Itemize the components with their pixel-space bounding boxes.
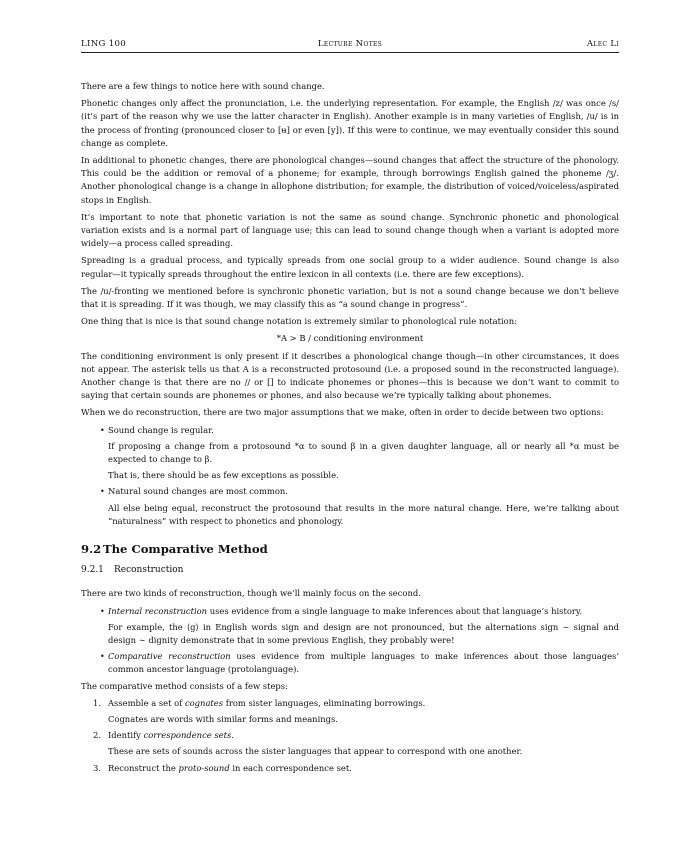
step-pre: Identify xyxy=(108,730,144,741)
method-steps xyxy=(81,697,619,775)
step-pre: Assemble a set of xyxy=(108,697,185,708)
page-body xyxy=(81,80,619,778)
list-item xyxy=(81,485,619,528)
paragraph: Phonetic changes only affect the pronunciation, i.e. the underlying representation. For example, the English /z/ was once /s/ (it’s part of the reason why we use the latter character in English). Another example is in many varieties of English, /u/ is in the process of fronting (pronounced closer to [ʉ] or even [y]). If this were to continue, we may eventually consider this sound change as complete. xyxy=(81,98,619,148)
sound-change-formula: *A > B / conditioning environment xyxy=(276,333,424,344)
step-text xyxy=(108,697,619,710)
term: Comparative reconstruction xyxy=(108,651,231,662)
kind-definition xyxy=(108,650,619,676)
section-title: The Comparative Method xyxy=(103,542,268,557)
term: Internal reconstruction xyxy=(108,605,208,616)
reconstruction-kinds-list xyxy=(81,605,619,677)
step-number: 3. xyxy=(93,762,101,773)
assumption-body: That is, there should be as few exceptions as possible. xyxy=(108,470,339,481)
paragraph: The comparative method consists of a few steps: xyxy=(81,680,288,691)
header-rule xyxy=(81,52,619,53)
subsection-title: Reconstruction xyxy=(114,565,184,576)
list-item xyxy=(81,605,619,648)
assumption-body: If proposing a change from a protosound *α to sound β in a given daughter language, all or nearly all *α must be expected to change to β. xyxy=(108,440,619,465)
kind-definition xyxy=(108,605,619,618)
step-post: in each correspondence set. xyxy=(229,762,352,773)
step-term: proto-sound xyxy=(178,762,230,773)
paragraph: One thing that is nice is that sound change notation is extremely similar to phonological rule notation: xyxy=(81,316,517,327)
paragraph: When we do reconstruction, there are two major assumptions that we make, often in order to decide between two options: xyxy=(81,407,604,418)
step-pre: Reconstruct the xyxy=(108,762,179,773)
list-item xyxy=(81,729,619,758)
header-course: LING 100 xyxy=(81,39,127,49)
definition-text: uses evidence from a single language to make inferences about that language’s history. xyxy=(207,605,583,616)
paragraph: There are a few things to notice here with sound change. xyxy=(81,81,325,91)
subsection-heading xyxy=(81,564,619,577)
header-title: Lecture Notes xyxy=(317,39,383,49)
list-item xyxy=(81,424,619,483)
assumption-title: • Natural sound changes are most common. xyxy=(108,486,288,497)
paragraph: It’s important to note that phonetic variation is not the same as sound change. Synchronic phonetic and phonological variation exists and is a normal part of language use; this can lead to sound change though when a variant is adopted more widely—a process called spreading. xyxy=(81,211,619,249)
assumptions-list xyxy=(81,424,619,528)
list-item xyxy=(81,650,619,676)
step-number: 2. xyxy=(93,730,101,741)
paragraph: The /u/-fronting we mentioned before is synchronic phonetic variation, but is not a sound change because we don’t believe that it is spreading. If it was though, we may classify this as “a sound change in progress”. xyxy=(81,285,619,310)
step-term: cognates xyxy=(184,697,224,708)
kind-example: For example, the ⟨g⟩ in English words sign and design are not pronounced, but the alternations sign ∼ signal and design ∼ dignity demonstrate that in some previous English, they probably were! xyxy=(108,621,619,645)
paragraph: There are two kinds of reconstruction, though we’ll mainly focus on the second. xyxy=(81,588,421,599)
definition-text: uses evidence from multiple languages to make inferences about those languages’ common ancestor language (protolanguage). xyxy=(108,651,619,675)
step-note: Cognates are words with similar forms and meanings. xyxy=(108,713,338,724)
header-author: Alec Li xyxy=(586,39,619,49)
paragraph: The conditioning environment is only present if it describes a phonological change though—in other circumstances, it does not appear. The asterisk tells us that A is a reconstructed protosound (i.e. a proposed sound in the reconstructed language). Another change is that there are no // or [] to indicate phonemes or phones—this is because we don’t want to commit to saying that certain sounds are phonemes or phones, and also because we’re typically talking about phonemes. xyxy=(81,350,619,401)
paragraph: Spreading is a gradual process, and typically spreads from one social group to a wider audience. Sound change is also regular—it typically spreads throughout the entire lexicon in all contexts (i.e. there are few exceptions). xyxy=(81,255,619,279)
step-text xyxy=(108,729,619,742)
step-post: . xyxy=(231,730,234,741)
list-item xyxy=(81,697,619,726)
step-term: correspondence sets xyxy=(143,730,232,741)
subsection-number: 9.2.1 xyxy=(81,565,104,576)
step-post: from sister languages, eliminating borrowings. xyxy=(223,697,426,708)
assumption-body: All else being equal, reconstruct the protosound that results in the more natural change. Here, we’re talking about “naturalness” with respect to phonetics and phonology. xyxy=(108,502,619,526)
assumption-title: • Sound change is regular. xyxy=(108,424,214,435)
section-number: 9.2 xyxy=(81,542,102,557)
step-number: 1. xyxy=(93,697,101,708)
list-item xyxy=(81,762,619,775)
step-note: These are sets of sounds across the sister languages that appear to correspond with one another. xyxy=(108,746,523,757)
section-heading xyxy=(81,542,619,556)
paragraph: In additional to phonetic changes, there are phonological changes—sound changes that affect the structure of the phonology. This could be the addition or removal of a phoneme; for example, through borrowings English gained the phoneme /ʒ/. Another phonological change is a change in allophone distribution; for example, the distribution of voiced/voiceless/aspirated stops in English. xyxy=(81,155,619,205)
step-text xyxy=(108,762,619,775)
